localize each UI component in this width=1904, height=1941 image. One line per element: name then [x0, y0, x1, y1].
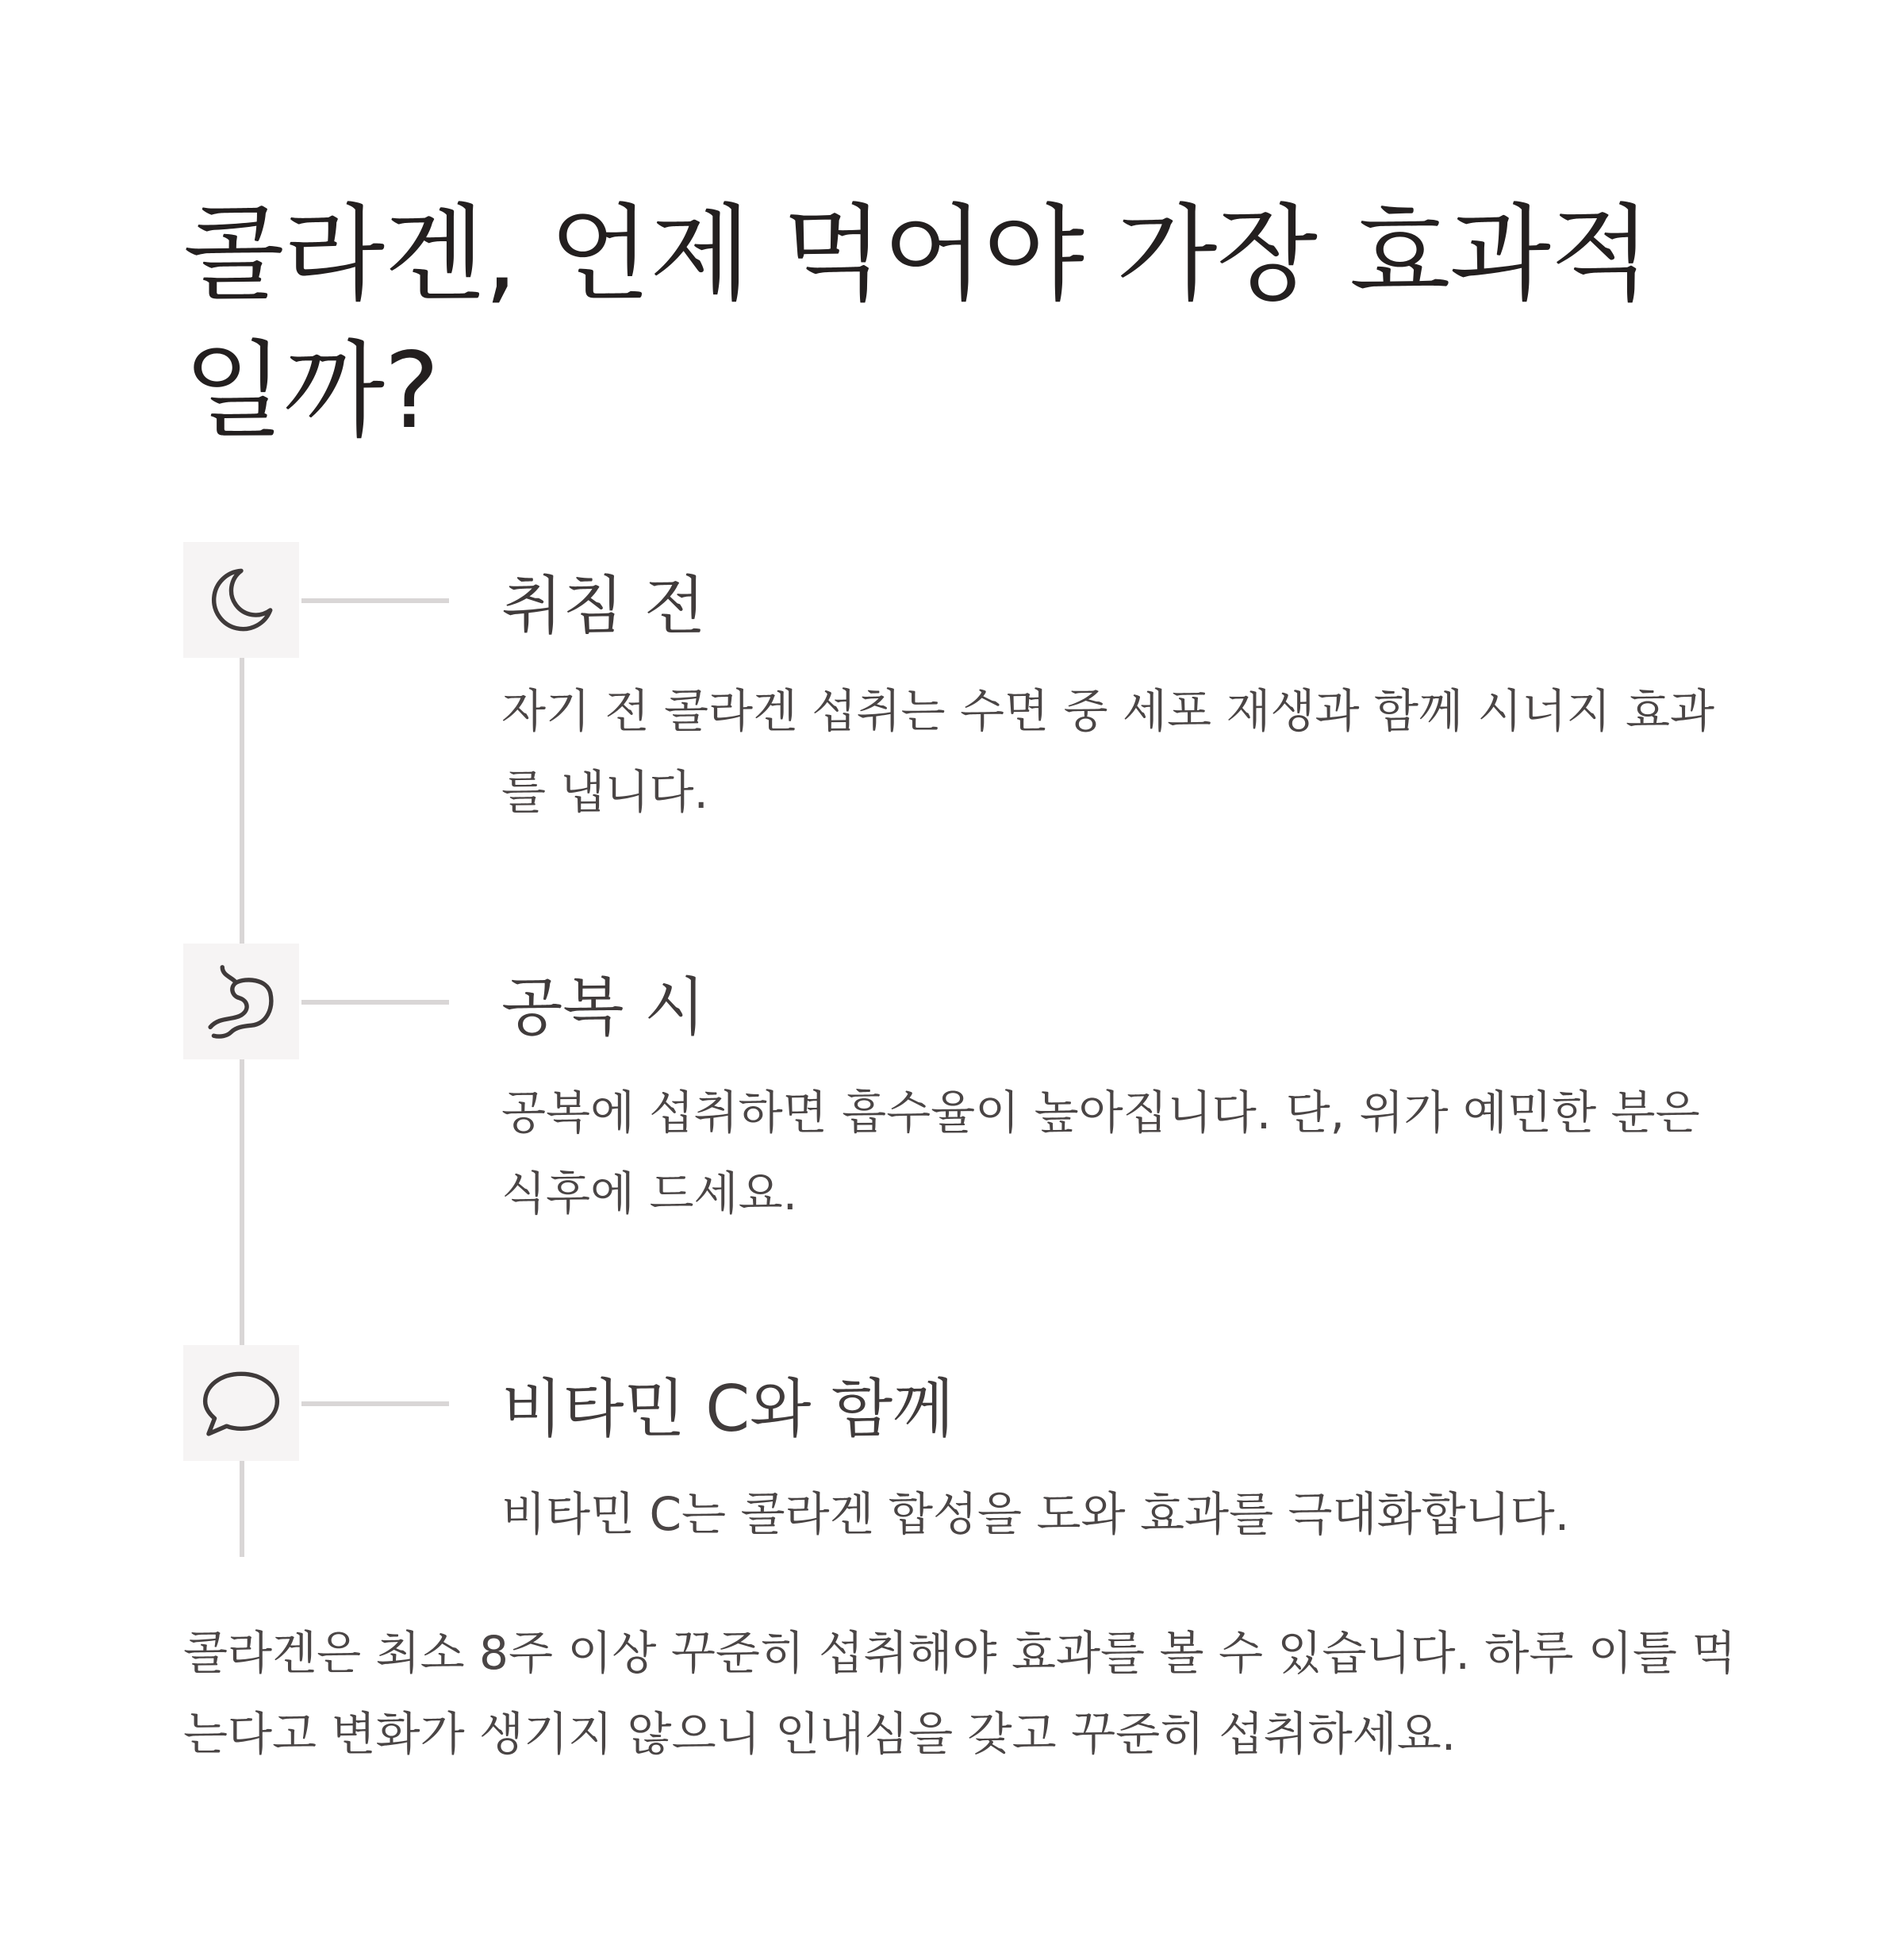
- speech-bubble-icon: [198, 1360, 284, 1446]
- item-title-bedtime: 취침 전: [501, 569, 706, 643]
- stomach-icon-box: [183, 944, 299, 1059]
- connector-line: [301, 598, 449, 603]
- moon-icon: [198, 557, 284, 643]
- footer-note: 콜라겐은 최소 8주 이상 꾸준히 섭취해야 효과를 볼 수 있습니다. 하루 이틀 먹는다고 변화가 생기지 않으니 인내심을 갖고 꾸준히 섭취하세요.: [183, 1626, 1737, 1761]
- item-description-empty-stomach: 공복에 섭취하면 흡수율이 높아집니다. 단, 위가 예민한 분은 식후에 드세요.: [501, 1086, 1700, 1220]
- item-title-empty-stomach: 공복 시: [501, 970, 706, 1044]
- item-description-bedtime: 자기 전 콜라겐 섭취는 수면 중 세포 재생과 함께 시너지 효과를 냅니다.: [501, 684, 1715, 819]
- page-title: 콜라겐, 언제 먹어야 가장 효과적일까?: [183, 194, 1651, 452]
- connector-line: [301, 1000, 449, 1005]
- item-description-vitamin-c: 비타민 C는 콜라겐 합성을 도와 효과를 극대화합니다.: [501, 1487, 1570, 1541]
- stomach-icon: [198, 959, 284, 1044]
- item-title-vitamin-c: 비타민 C와 함께: [501, 1372, 954, 1446]
- connector-line: [301, 1401, 449, 1406]
- moon-icon-box: [183, 542, 299, 658]
- speech-bubble-icon-box: [183, 1345, 299, 1461]
